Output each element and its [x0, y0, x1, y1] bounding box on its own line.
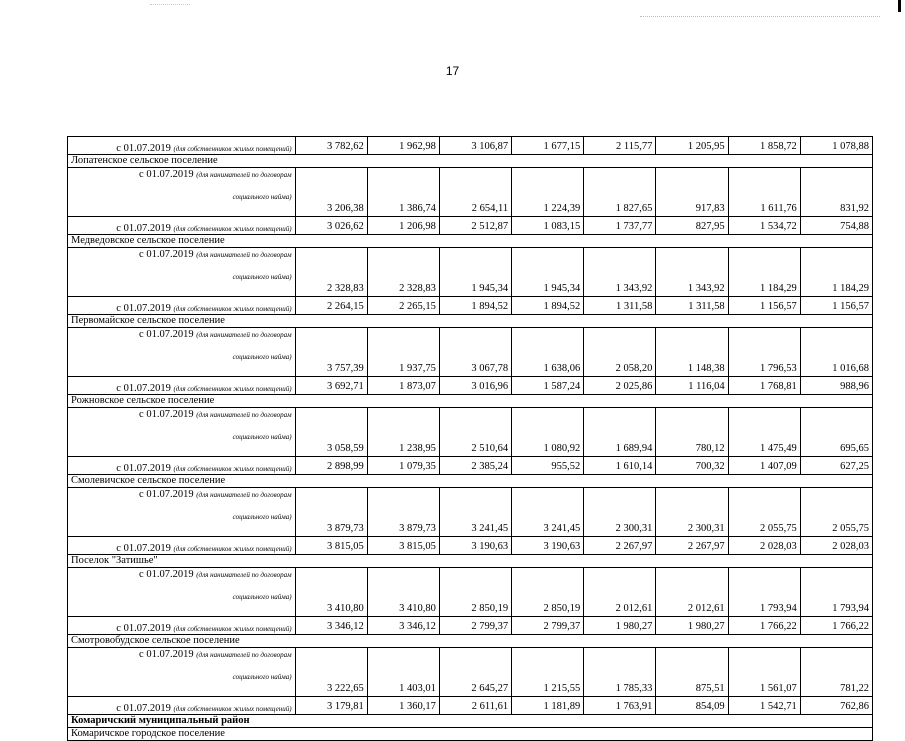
rate-value-cell: 1 894,52 [512, 297, 584, 315]
rate-value-cell: 2 012,61 [584, 568, 656, 617]
rate-note-line2: социального найма) [232, 273, 292, 281]
rate-value-cell: 2 300,31 [656, 488, 728, 537]
rate-value-cell: 1 611,76 [728, 168, 800, 217]
rate-value-cell: 2 025,86 [584, 377, 656, 395]
rate-date: с 01.07.2019 [116, 703, 171, 714]
rate-value-cell: 1 766,22 [800, 617, 872, 635]
rate-value-cell: 1 689,94 [584, 408, 656, 457]
rate-note-line2: социального найма) [232, 193, 292, 201]
section-header-row [68, 475, 873, 488]
section-header-row [68, 235, 873, 248]
rate-value-cell: 2 267,97 [656, 537, 728, 555]
rate-value-cell: 1 945,34 [439, 248, 511, 297]
rate-date: с 01.07.2019 [116, 223, 171, 234]
rate-value-cell: 2 645,27 [439, 648, 511, 697]
rate-value-cell: 827,95 [656, 217, 728, 235]
rate-value-cell: 3 190,63 [439, 537, 511, 555]
settlement-header: Комаричское городское поселение [68, 728, 873, 741]
rate-value-cell: 1 206,98 [367, 217, 439, 235]
rate-note: (для собственников жилых помещений) [173, 625, 292, 633]
rate-note: (для нанимателей по договорам [196, 251, 292, 259]
rate-value-cell: 1 403,01 [367, 648, 439, 697]
rate-value-cell: 3 692,71 [295, 377, 367, 395]
rate-value-cell: 955,52 [512, 457, 584, 475]
settlement-header: Первомайское сельское поселение [68, 315, 873, 328]
rate-value-cell: 1 827,65 [584, 168, 656, 217]
rate-value-cell: 1 311,58 [656, 297, 728, 315]
rate-label [68, 488, 296, 537]
rate-value-cell: 1 184,29 [800, 248, 872, 297]
rate-value-cell: 1 343,92 [656, 248, 728, 297]
rate-label [68, 377, 296, 395]
owner-rate-row [68, 617, 873, 635]
rate-label-line1 [71, 488, 292, 502]
rate-date: с 01.07.2019 [139, 649, 194, 660]
rate-value-cell: 3 879,73 [367, 488, 439, 537]
section-header-row [68, 728, 873, 741]
rate-value-cell: 3 410,80 [367, 568, 439, 617]
rate-label [68, 537, 296, 555]
owner-rate-row [68, 217, 873, 235]
rate-label [68, 568, 296, 617]
rate-note-line2: социального найма) [232, 433, 292, 441]
rate-value-cell: 875,51 [656, 648, 728, 697]
rate-label-line1 [71, 168, 292, 182]
rate-value-cell: 1 962,98 [367, 137, 439, 155]
rate-note: (для собственников жилых помещений) [173, 465, 292, 473]
rate-value-cell: 1 945,34 [512, 248, 584, 297]
rate-value-cell: 1 079,35 [367, 457, 439, 475]
rate-label [68, 328, 296, 377]
rate-value-cell: 3 782,62 [295, 137, 367, 155]
rate-date: с 01.07.2019 [116, 383, 171, 394]
rate-value-cell: 3 346,12 [295, 617, 367, 635]
rate-value-cell: 2 300,31 [584, 488, 656, 537]
rate-value-cell: 627,25 [800, 457, 872, 475]
rate-value-cell: 3 757,39 [295, 328, 367, 377]
rate-value-cell: 1 763,91 [584, 697, 656, 715]
rate-value-cell: 1 534,72 [728, 217, 800, 235]
section-header-row [68, 395, 873, 408]
rate-label [68, 697, 296, 715]
owner-rate-row [68, 697, 873, 715]
rate-note: (для нанимателей по договорам [196, 651, 292, 659]
rate-date: с 01.07.2019 [116, 143, 171, 154]
rate-value-cell: 3 879,73 [295, 488, 367, 537]
rate-value-cell: 3 190,63 [512, 537, 584, 555]
rate-value-cell: 1 737,77 [584, 217, 656, 235]
rate-value-cell: 1 016,68 [800, 328, 872, 377]
rate-value-cell: 695,65 [800, 408, 872, 457]
rate-value-cell: 1 894,52 [439, 297, 511, 315]
rate-note-line2: социального найма) [232, 513, 292, 521]
rate-label [68, 297, 296, 315]
rate-note: (для нанимателей по договорам [196, 411, 292, 419]
rate-value-cell: 1 156,57 [728, 297, 800, 315]
rate-value-cell: 1 785,33 [584, 648, 656, 697]
rate-label [68, 617, 296, 635]
rate-value-cell: 1 360,17 [367, 697, 439, 715]
rate-value-cell: 2 264,15 [295, 297, 367, 315]
rate-label [68, 217, 296, 235]
section-header-row [68, 715, 873, 728]
rate-value-cell: 2 385,24 [439, 457, 511, 475]
rate-value-cell: 3 815,05 [367, 537, 439, 555]
tenant-rate-row [68, 408, 873, 457]
rate-label [68, 457, 296, 475]
rate-value-cell: 1 610,14 [584, 457, 656, 475]
rate-value-cell: 1 224,39 [512, 168, 584, 217]
rate-value-cell: 1 768,81 [728, 377, 800, 395]
tenant-rate-row [68, 488, 873, 537]
rate-value-cell: 2 799,37 [512, 617, 584, 635]
rate-note: (для собственников жилых помещений) [173, 145, 292, 153]
rate-value-cell: 1 638,06 [512, 328, 584, 377]
rate-value-cell: 3 241,45 [512, 488, 584, 537]
tenant-rate-row [68, 328, 873, 377]
owner-rate-row [68, 137, 873, 155]
settlement-header: Смотровобудское сельское поселение [68, 635, 873, 648]
rate-note: (для нанимателей по договорам [196, 491, 292, 499]
rate-value-cell: 3 346,12 [367, 617, 439, 635]
rate-value-cell: 3 067,78 [439, 328, 511, 377]
section-header-row [68, 555, 873, 568]
rate-label-line1 [71, 648, 292, 662]
settlement-header: Лопатенское сельское поселение [68, 155, 873, 168]
owner-rate-row [68, 297, 873, 315]
owner-rate-row [68, 377, 873, 395]
rate-value-cell: 2 850,19 [512, 568, 584, 617]
rate-value-cell: 988,96 [800, 377, 872, 395]
rate-label [68, 408, 296, 457]
rate-value-cell: 1 858,72 [728, 137, 800, 155]
rate-value-cell: 3 206,38 [295, 168, 367, 217]
rate-note: (для собственников жилых помещений) [173, 705, 292, 713]
settlement-header: Поселок "Затишье" [68, 555, 873, 568]
rate-note-line2: социального найма) [232, 673, 292, 681]
tenant-rate-row [68, 168, 873, 217]
rate-label-line1 [71, 328, 292, 342]
rate-date: с 01.07.2019 [139, 569, 194, 580]
rate-value-cell: 1 475,49 [728, 408, 800, 457]
settlement-header: Смолевичское сельское поселение [68, 475, 873, 488]
rate-value-cell: 1 677,15 [512, 137, 584, 155]
tenant-rate-row [68, 648, 873, 697]
rate-value-cell: 1 238,95 [367, 408, 439, 457]
rate-value-cell: 1 311,58 [584, 297, 656, 315]
rate-value-cell: 2 328,83 [367, 248, 439, 297]
rate-value-cell: 917,83 [656, 168, 728, 217]
rate-value-cell: 2 512,87 [439, 217, 511, 235]
rate-value-cell: 3 815,05 [295, 537, 367, 555]
rate-value-cell: 1 793,94 [800, 568, 872, 617]
rate-value-cell: 2 058,20 [584, 328, 656, 377]
rate-note: (для собственников жилых помещений) [173, 225, 292, 233]
rate-note-line2: социального найма) [232, 593, 292, 601]
rate-label [68, 137, 296, 155]
section-header-row [68, 155, 873, 168]
tariff-table-body [68, 137, 873, 741]
rate-value-cell: 2 115,77 [584, 137, 656, 155]
rate-value-cell: 2 510,64 [439, 408, 511, 457]
rate-value-cell: 2 055,75 [800, 488, 872, 537]
rate-value-cell: 1 343,92 [584, 248, 656, 297]
rate-value-cell: 2 898,99 [295, 457, 367, 475]
rate-note: (для собственников жилых помещений) [173, 545, 292, 553]
rate-date: с 01.07.2019 [139, 249, 194, 260]
rate-value-cell: 1 873,07 [367, 377, 439, 395]
rate-value-cell: 1 937,75 [367, 328, 439, 377]
rate-value-cell: 1 980,27 [584, 617, 656, 635]
rate-value-cell: 3 410,80 [295, 568, 367, 617]
rate-date: с 01.07.2019 [139, 489, 194, 500]
rate-value-cell: 2 055,75 [728, 488, 800, 537]
rate-value-cell: 2 799,37 [439, 617, 511, 635]
rate-value-cell: 700,32 [656, 457, 728, 475]
rate-value-cell: 1 181,89 [512, 697, 584, 715]
rate-value-cell: 781,22 [800, 648, 872, 697]
rate-value-cell: 3 222,65 [295, 648, 367, 697]
rate-note: (для нанимателей по договорам [196, 571, 292, 579]
rate-value-cell: 762,86 [800, 697, 872, 715]
rate-date: с 01.07.2019 [139, 169, 194, 180]
rate-label [68, 248, 296, 297]
rate-value-cell: 1 156,57 [800, 297, 872, 315]
rate-value-cell: 3 241,45 [439, 488, 511, 537]
rate-value-cell: 2 267,97 [584, 537, 656, 555]
rate-note: (для собственников жилых помещений) [173, 305, 292, 313]
rate-value-cell: 2 028,03 [800, 537, 872, 555]
rate-label-line1 [71, 408, 292, 422]
rate-date: с 01.07.2019 [139, 329, 194, 340]
rate-label-line1 [71, 568, 292, 582]
rate-value-cell: 3 058,59 [295, 408, 367, 457]
rate-value-cell: 854,09 [656, 697, 728, 715]
scan-artifact-dots [150, 4, 190, 6]
rate-note-line2: социального найма) [232, 353, 292, 361]
rate-date: с 01.07.2019 [116, 623, 171, 634]
rate-value-cell: 780,12 [656, 408, 728, 457]
section-header-row [68, 635, 873, 648]
rate-note: (для собственников жилых помещений) [173, 385, 292, 393]
rate-value-cell: 1 980,27 [656, 617, 728, 635]
rate-value-cell: 2 850,19 [439, 568, 511, 617]
rate-value-cell: 3 179,81 [295, 697, 367, 715]
rate-value-cell: 2 265,15 [367, 297, 439, 315]
rate-value-cell: 1 766,22 [728, 617, 800, 635]
tenant-rate-row [68, 248, 873, 297]
rate-value-cell: 2 012,61 [656, 568, 728, 617]
rate-value-cell: 1 080,92 [512, 408, 584, 457]
rate-value-cell: 1 561,07 [728, 648, 800, 697]
section-header-row [68, 315, 873, 328]
rate-value-cell: 2 611,61 [439, 697, 511, 715]
rate-date: с 01.07.2019 [116, 463, 171, 474]
rate-value-cell: 1 184,29 [728, 248, 800, 297]
rate-value-cell: 1 587,24 [512, 377, 584, 395]
settlement-header: Рожновское сельское поселение [68, 395, 873, 408]
scan-artifact-dots-right [640, 16, 880, 18]
owner-rate-row [68, 457, 873, 475]
rate-value-cell: 1 796,53 [728, 328, 800, 377]
tariff-table [67, 136, 873, 741]
rate-label [68, 168, 296, 217]
rate-value-cell: 1 078,88 [800, 137, 872, 155]
owner-rate-row [68, 537, 873, 555]
rate-value-cell: 1 542,71 [728, 697, 800, 715]
rate-value-cell: 2 328,83 [295, 248, 367, 297]
rate-value-cell: 1 148,38 [656, 328, 728, 377]
rate-value-cell: 2 654,11 [439, 168, 511, 217]
settlement-header: Медведовское сельское поселение [68, 235, 873, 248]
rate-note: (для нанимателей по договорам [196, 171, 292, 179]
tenant-rate-row [68, 568, 873, 617]
rate-label-line1 [71, 248, 292, 262]
rate-value-cell: 754,88 [800, 217, 872, 235]
rate-value-cell: 1 116,04 [656, 377, 728, 395]
rate-value-cell: 2 028,03 [728, 537, 800, 555]
rate-value-cell: 3 026,62 [295, 217, 367, 235]
rate-value-cell: 1 386,74 [367, 168, 439, 217]
rate-value-cell: 1 205,95 [656, 137, 728, 155]
rate-value-cell: 3 106,87 [439, 137, 511, 155]
district-header: Комаричский муниципальный район [68, 715, 873, 728]
rate-value-cell: 1 407,09 [728, 457, 800, 475]
rate-value-cell: 1 793,94 [728, 568, 800, 617]
page-number: 17 [445, 64, 460, 78]
rate-value-cell: 3 016,96 [439, 377, 511, 395]
rate-label [68, 648, 296, 697]
rate-value-cell: 1 215,55 [512, 648, 584, 697]
rate-value-cell: 1 083,15 [512, 217, 584, 235]
rate-date: с 01.07.2019 [139, 409, 194, 420]
rate-note: (для нанимателей по договорам [196, 331, 292, 339]
page-edge-mark [898, 0, 901, 12]
rate-date: с 01.07.2019 [116, 543, 171, 554]
rate-value-cell: 831,92 [800, 168, 872, 217]
rate-date: с 01.07.2019 [116, 303, 171, 314]
